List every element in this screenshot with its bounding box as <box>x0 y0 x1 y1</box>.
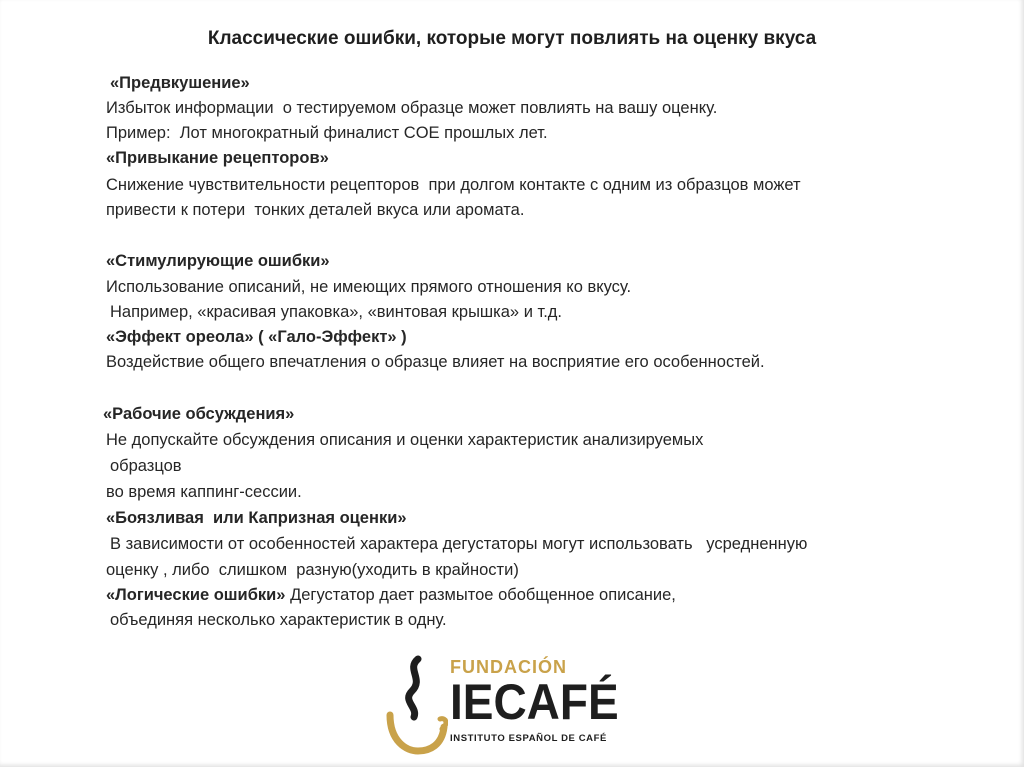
heading-anticipation: «Предвкушение» <box>110 74 250 92</box>
text-line: Воздействие общего впечатления о образце влияет на восприятие его особенностей. <box>106 353 765 371</box>
text-line: Дегустатор дает размытое обобщенное описание, <box>285 586 676 604</box>
logo-main-text: IECAFÉ <box>450 674 619 730</box>
text-line-logical-errors <box>106 584 676 606</box>
text-line: Например, «красивая упаковка», «винтовая крышка» и т.д. <box>110 303 563 321</box>
logo-fundacion-text: FUNDACIÓN <box>450 657 567 677</box>
text-line: образцов <box>110 457 182 475</box>
text-line: Снижение чувствительности рецепторов при долгом контакте с одним из образцов может <box>106 176 801 194</box>
text-line: Пример: Лот многократный финалист COE прошлых лет. <box>106 124 548 142</box>
text-line: во время каппинг-сессии. <box>106 483 302 501</box>
slide-title: Классические ошибки, которые могут повлиять на оценку вкуса <box>207 28 817 49</box>
heading-receptor-adaptation: «Привыкание рецепторов» <box>106 149 329 167</box>
heading-halo-effect: «Эффект ореола» ( «Гало-Эффект» ) <box>106 328 407 346</box>
logo-subtitle-text: INSTITUTO ESPAÑOL DE CAFÉ <box>450 733 607 744</box>
text-line: Не допускайте обсуждения описания и оценки характеристик анализируемых <box>106 431 704 449</box>
coffee-cup-steam-icon <box>384 655 448 755</box>
iecafe-logo <box>384 655 619 755</box>
text-line: привести к потери тонких деталей вкуса или аромата. <box>106 201 525 219</box>
text-line: В зависимости от особенностей характера дегустаторы могут использовать усредненную <box>110 535 808 553</box>
heading-logical-errors: «Логические ошибки» <box>106 586 286 604</box>
heading-working-discussions: «Рабочие обсуждения» <box>103 405 295 423</box>
text-line: объединяя несколько характеристик в одну. <box>110 611 447 629</box>
heading-stimulus-errors: «Стимулирующие ошибки» <box>106 252 330 270</box>
text-line: оценку , либо слишком разную(уходить в крайности) <box>106 561 519 579</box>
text-line: Использование описаний, не имеющих прямого отношения ко вкусу. <box>106 278 632 296</box>
heading-timid-capricious: «Боязливая или Капризная оценки» <box>106 509 407 527</box>
text-line: Избыток информации о тестируемом образце может повлиять на вашу оценку. <box>106 99 718 117</box>
